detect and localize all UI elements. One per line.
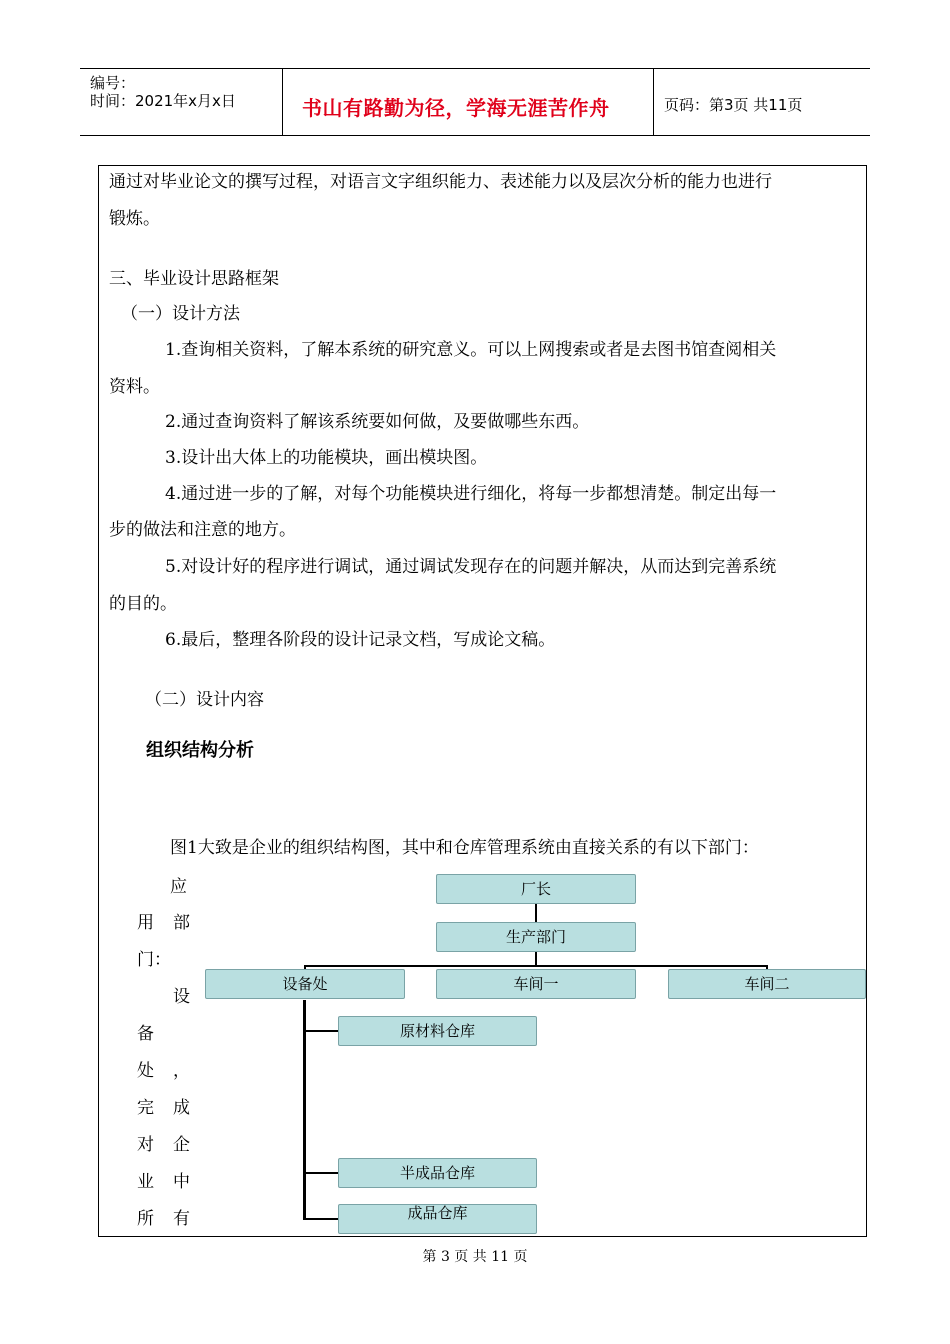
item4-line1: 4.通过进一步的了解，对每个功能模块进行细化，将每一步都想清楚。制定出每一 xyxy=(165,484,777,504)
item3: 3.设计出大体上的功能模块，画出模块图。 xyxy=(165,448,488,468)
header-top-rule xyxy=(80,68,870,69)
header-page-code: 页码：第3页 共11页 xyxy=(664,96,803,114)
item5-line2: 的目的。 xyxy=(109,594,177,614)
item1-line2: 资料。 xyxy=(109,377,160,397)
org-box-factory-head: 厂长 xyxy=(436,874,636,904)
vtext-char: 企 xyxy=(173,1135,190,1155)
org-box-production-dept: 生产部门 xyxy=(436,922,636,952)
connector-horizontal-bus xyxy=(304,965,767,967)
vtext-char: 应 xyxy=(170,877,187,897)
org-box-finished-store: 成品仓库 xyxy=(338,1204,537,1234)
header-motto: 书山有路勤为径，学海无涯苦作舟 xyxy=(302,96,610,120)
connector-to-finished-store xyxy=(303,1218,338,1220)
sub1-heading: （一）设计方法 xyxy=(121,304,240,324)
vtext-char: ， xyxy=(173,1061,190,1081)
vtext-char: 门： xyxy=(137,950,171,970)
page-footer: 第 3 页 共 11 页 xyxy=(422,1249,528,1265)
connector-to-semi-store xyxy=(303,1172,338,1174)
para1-line2: 锻炼。 xyxy=(109,209,160,229)
figure-intro: 图1大致是企业的组织结构图，其中和仓库管理系统由直接关系的有以下部门： xyxy=(170,838,759,858)
vtext-char: 完 xyxy=(137,1098,154,1118)
vtext-char: 设 xyxy=(173,987,190,1007)
header-divider-right xyxy=(653,68,654,136)
connector-equipment-trunk xyxy=(303,1000,306,1220)
vtext-char: 所 xyxy=(137,1209,154,1229)
vtext-char: 有 xyxy=(173,1209,190,1229)
vtext-char: 备 xyxy=(137,1024,154,1044)
header-bottom-rule xyxy=(80,135,870,136)
vtext-char: 处 xyxy=(137,1061,154,1081)
vtext-char: 中 xyxy=(173,1172,190,1192)
vtext-char: 业 xyxy=(137,1172,154,1192)
org-box-workshop2: 车间二 xyxy=(668,969,866,999)
item1-line1: 1.查询相关资料，了解本系统的研究意义。可以上网搜索或者是去图书馆查阅相关 xyxy=(165,340,777,360)
sub2-heading: （二）设计内容 xyxy=(145,690,264,710)
item2: 2.通过查询资料了解该系统要如何做，及要做哪些东西。 xyxy=(165,412,590,432)
item5-line1: 5.对设计好的程序进行调试，通过调试发现存在的问题并解决，从而达到完善系统 xyxy=(165,557,777,577)
connector-head-to-production xyxy=(535,904,537,922)
header-time-label: 时间：2021年x月x日 xyxy=(90,92,236,110)
header-divider-left xyxy=(282,68,283,136)
org-analysis-heading: 组织结构分析 xyxy=(146,740,254,761)
vtext-char: 用 xyxy=(137,913,154,933)
vtext-char: 部 xyxy=(173,913,190,933)
page-header xyxy=(80,68,870,136)
connector-to-raw-store xyxy=(303,1030,338,1032)
item6: 6.最后，整理各阶段的设计记录文档，写成论文稿。 xyxy=(165,630,556,650)
org-box-semi-finished-store: 半成品仓库 xyxy=(338,1158,537,1188)
vtext-char: 对 xyxy=(137,1135,154,1155)
para1-line1: 通过对毕业论文的撰写过程，对语言文字组织能力、表述能力以及层次分析的能力也进行 xyxy=(109,172,772,192)
connector-production-down xyxy=(535,952,537,966)
section3-heading: 三、毕业设计思路框架 xyxy=(109,269,279,289)
vtext-char: 成 xyxy=(173,1098,190,1118)
header-number-label: 编号： xyxy=(90,74,136,92)
org-box-workshop1: 车间一 xyxy=(436,969,636,999)
org-box-equipment-office: 设备处 xyxy=(205,969,405,999)
item4-line2: 步的做法和注意的地方。 xyxy=(109,520,296,540)
org-box-raw-material-store: 原材料仓库 xyxy=(338,1016,537,1046)
